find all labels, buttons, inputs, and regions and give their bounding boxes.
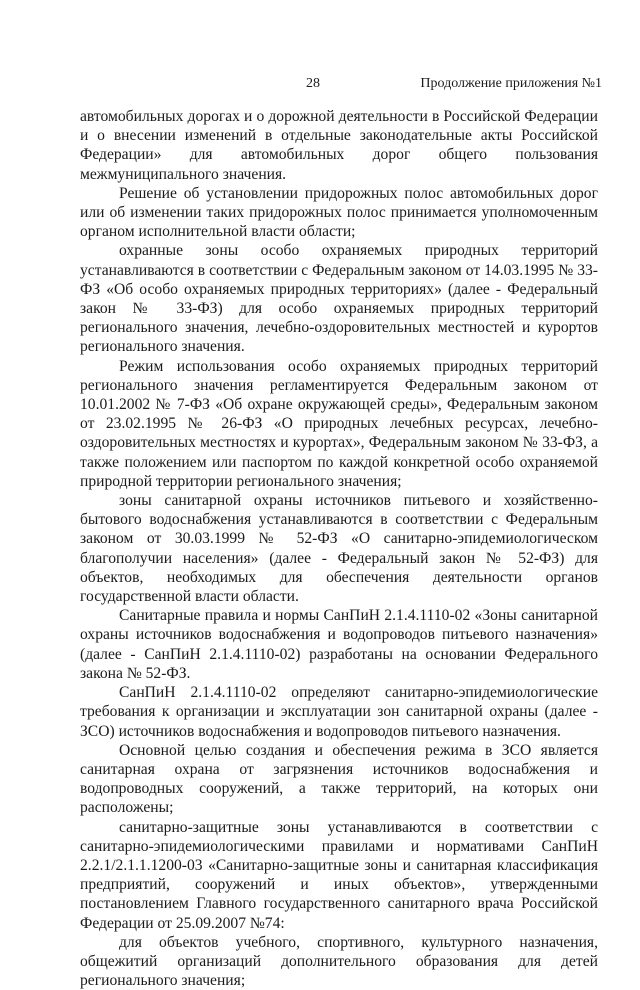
paragraph: Санитарные правила и нормы СанПиН 2.1.4.1110-02 «Зоны санитарной охраны источников водоснабжения и водопроводов питьевого назначения» (далее - СанПиН 2.1.4.1110-02) разработаны на основании Федерального закона № 52-ФЗ.	[80, 607, 598, 682]
paragraph: Решение об установлении придорожных полос автомобильных дорог или об изменении таких придорожных полос принимается уполномоченным органом исполнительной власти области;	[80, 184, 598, 241]
paragraph: зоны санитарной охраны источников питьевого и хозяйственно-бытового водоснабжения устанавливаются в соответствии с Федеральным законом от 30.03.1999 № 52-ФЗ «О санитарно-эпидемиологическом благополучии населения» (далее - Федеральный закон № 52-ФЗ) для объектов, необходимых для обеспечения деятельности органов государственной власти области.	[80, 492, 598, 606]
paragraph: для объектов учебного, спортивного, культурного назначения, общежитий организаций дополнительного образования для детей регионального значения;	[80, 933, 598, 990]
page-header	[0, 76, 640, 96]
paragraph-continued: автомобильных дорогах и о дорожной деятельности в Российской Федерации и о внесении изменений в отдельные законодательные акты Российской Федерации» для автомобильных дорог общего пользования межмуниципального значения.	[80, 108, 598, 183]
paragraph: Режим использования особо охраняемых природных территорий регионального значения регламентируется Федеральным законом от 10.01.2002 № 7-ФЗ «Об охране окружающей среды», Федеральным законом от 23.02.1995 № 26-ФЗ «О природных лечебных ресурсах, лечебно-оздоровительных местностях и курортах», Федеральным законом № 33-ФЗ, а также положением или паспортом по каждой конкретной особо охраняемой природной территории регионального значения;	[80, 357, 598, 490]
page-number: 28	[306, 76, 320, 91]
document-body	[80, 107, 598, 990]
appendix-continuation-note: Продолжение приложения №1	[420, 76, 602, 91]
paragraph: санитарно-защитные зоны устанавливаются в соответствии с санитарно-эпидемиологическими правилами и нормативами СанПиН 2.2.1/2.1.1.1200-03 «Санитарно-защитные зоны и санитарная классификация предприятий, сооружений и иных объектов», утвержденными постановлением Главного государственного санитарного врача Российской Федерации от 25.09.2007 №74:	[80, 818, 598, 932]
paragraph: Основной целью создания и обеспечения режима в ЗСО является санитарная охрана от загрязнения источников водоснабжения и водопроводных сооружений, а также территорий, на которых они расположены;	[80, 741, 598, 817]
paragraph: охранные зоны особо охраняемых природных территорий устанавливаются в соответствии с Федеральным законом от 14.03.1995 № 33-ФЗ «Об особо охраняемых природных территориях» (далее - Федеральный закон № 33-ФЗ) для особо охраняемых природных территорий регионального значения, лечебно-оздоровительных местностей и курортов регионального значения.	[80, 242, 598, 356]
paragraph: СанПиН 2.1.4.1110-02 определяют санитарно-эпидемиологические требования к организации и эксплуатации зон санитарной охраны (далее - ЗСО) источников водоснабжения и водопроводов питьевого назначения.	[80, 684, 598, 740]
